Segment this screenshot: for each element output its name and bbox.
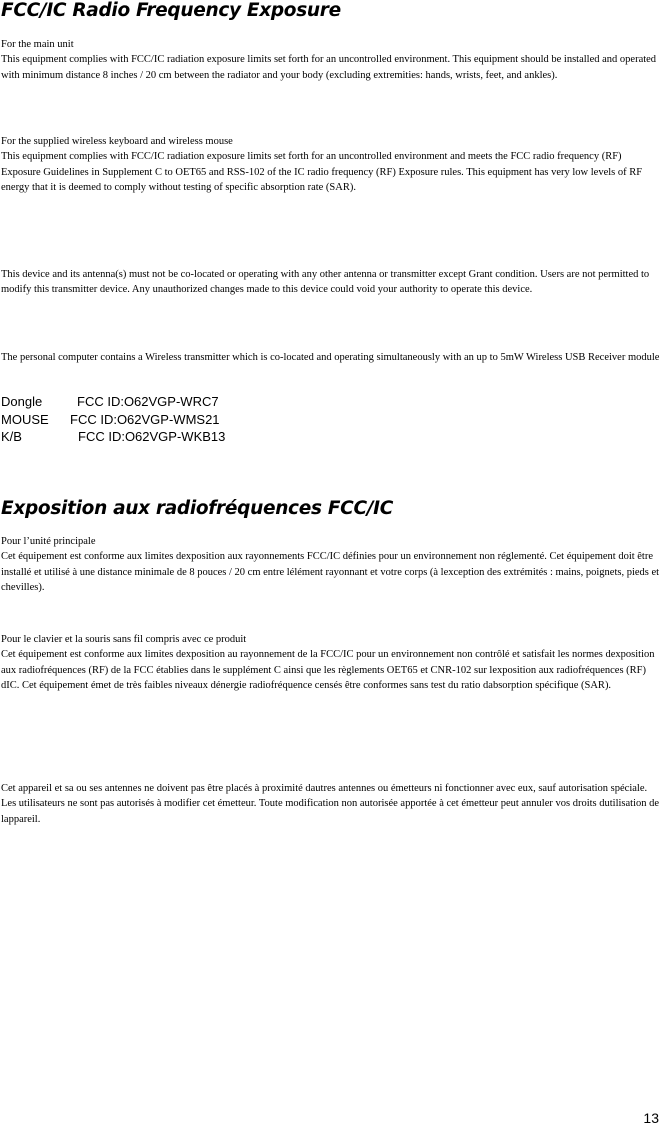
en-wireless-section: [1, 134, 661, 196]
fcc-id-row: [1, 411, 225, 429]
fcc-id-device: K/B: [1, 429, 22, 444]
en-pc-text: The personal computer contains a Wireless transmitter which is co-located and operating simultaneously with an up to 5mW Wireless USB Receiver module: [1, 352, 660, 363]
fcc-id-value: FCC ID:O62VGP-WRC7: [77, 394, 219, 409]
en-colocation-section: [1, 267, 661, 298]
fcc-id-row: [1, 428, 225, 446]
fcc-id-row: [1, 393, 225, 411]
en-main-unit-heading: For the main unit: [1, 39, 74, 50]
fcc-id-device: MOUSE: [1, 411, 49, 427]
en-wireless-heading: For the supplied wireless keyboard and wireless mouse: [1, 136, 233, 147]
fr-main-unit-heading: Pour l’unité principale: [1, 536, 96, 547]
fr-main-unit-section: [1, 534, 661, 596]
fr-main-unit-text: Cet équipement est conforme aux limites dexposition aux rayonnements FCC/IC définies pour un environnement non réglementé. Cet équipement doit être installé et utilisé à une distance minimale de 8 pouces / 20 cm entre lélément rayonnant et votre corps (à lexception des extrémités : mains, poignets, pieds et chevilles).: [1, 551, 660, 594]
fr-colocation-text: Cet appareil et sa ou ses antennes ne doivent pas être placés à proximité dautres antennes ou émetteurs ni fonctionner avec eux, sauf autorisation spéciale. Les utilisateurs ne sont pas autorisés à modifier cet émetteur. Toute modification non autorisée apportée à cet émetteur peut annuler vos droits dutilisation de lappareil.: [1, 783, 660, 825]
en-colocation-text: This device and its antenna(s) must not be co-located or operating with any other antenna or transmitter except Grant condition. Users are not permitted to modify this transmitter device. Any unauthorized changes made to this device could void your authority to operate this device.: [1, 269, 650, 296]
fr-wireless-heading: Pour le clavier et la souris sans fil compris avec ce produit: [1, 634, 247, 645]
en-wireless-text: This equipment complies with FCC/IC radiation exposure limits set forth for an uncontrolled environment and meets the FCC radio frequency (RF) Exposure Guidelines in Supplement C to OET65 and RSS-102 of the IC radio frequency (RF) Exposure rules. This equipment has very low levels of RF energy that it is deemed to comply without testing of specific absorption rate (SAR).: [1, 151, 643, 194]
fcc-id-value: FCC ID:O62VGP-WKB13: [78, 429, 226, 444]
page-number: 13: [643, 1110, 659, 1126]
en-main-unit-text: This equipment complies with FCC/IC radiation exposure limits set forth for an uncontrolled environment. This equipment should be installed and operated with minimum distance 8 inches / 20 cm between the radiator and your body (excluding extremities: hands, wrists, feet, and ankles).: [1, 54, 657, 81]
fr-colocation-section: [1, 781, 661, 827]
french-title: Exposition aux radiofréquences FCC/IC: [1, 498, 394, 519]
fcc-id-list: [1, 393, 225, 446]
en-main-unit-section: [1, 37, 661, 83]
english-title: FCC/IC Radio Frequency Exposure: [1, 0, 341, 21]
fcc-id-device: Dongle: [1, 394, 43, 409]
en-pc-section: [1, 350, 661, 365]
fr-wireless-text: Cet équipement est conforme aux limites dexposition au rayonnement de la FCC/IC pour un environnement non contrôlé et satisfait les normes dexposition aux radiofréquences (RF) de la FCC établies dans le supplément C ainsi que les règlements OET65 et CNR-102 sur lexposition aux radiofréquences (RF) dIC. Cet équipement émet de très faibles niveaux dénergie radiofréquence censés être conformes sans test du ratio dabsorption spécifique (SAR).: [1, 649, 655, 692]
fr-wireless-section: [1, 632, 661, 694]
fcc-id-value: FCC ID:O62VGP-WMS21: [70, 411, 220, 427]
